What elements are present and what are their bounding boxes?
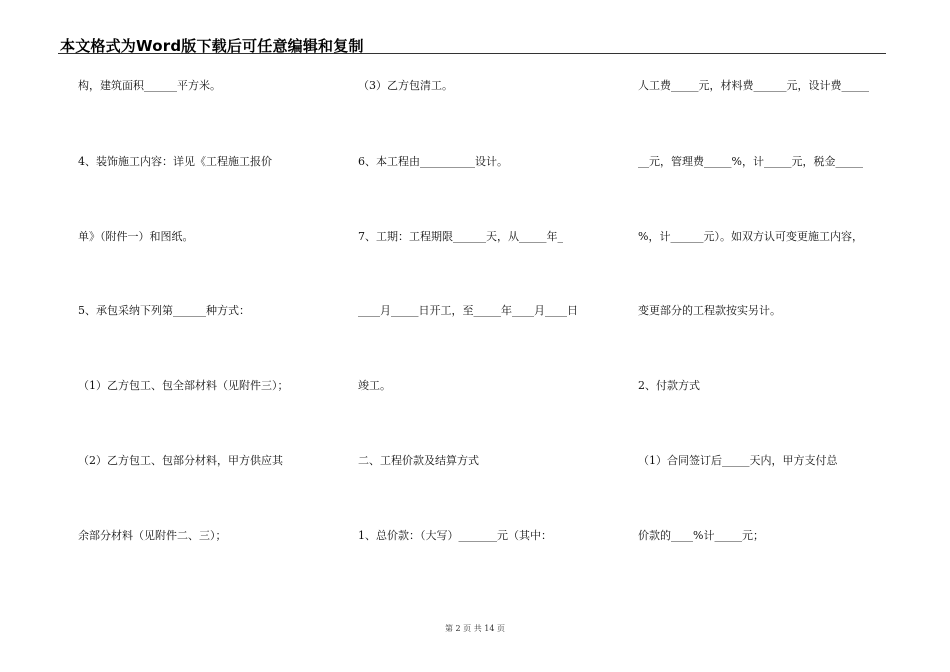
text-line: %，计______元）。如双方认可变更施工内容，	[638, 230, 863, 243]
text-line: 构，建筑面积______平方米。	[78, 79, 221, 92]
text-line: __元，管理费_____%，计_____元，税金_____	[638, 155, 863, 168]
text-line: 7、工期：工程期限______天，从_____年_	[358, 230, 563, 243]
text-line: 价款的____%计_____元；	[638, 529, 764, 542]
text-line: 4、装饰施工内容：详见《工程施工报价	[78, 155, 272, 168]
text-line: 人工费_____元，材料费______元，设计费_____	[638, 79, 869, 92]
page-number: 第 2 页 共 14 页	[445, 624, 505, 633]
text-line: 6、本工程由__________设计。	[358, 155, 508, 168]
text-line: 单》（附件一）和图纸。	[78, 230, 194, 243]
text-line: 5、承包采纳下列第______种方式：	[78, 304, 250, 317]
header-divider	[58, 53, 886, 54]
text-line: （1）合同签订后_____天内，甲方支付总	[638, 454, 838, 467]
document-header-title: 本文格式为Word版下载后可任意编辑和复制	[60, 37, 364, 55]
text-line: 1、总价款：（大写）_______元（其中：	[358, 529, 552, 542]
text-line: 变更部分的工程款按实另计。	[638, 304, 781, 317]
text-line: 二、工程价款及结算方式	[358, 454, 479, 467]
text-line: 竣工。	[358, 379, 391, 392]
text-line: （1）乙方包工、包全部材料（见附件三）；	[78, 379, 289, 392]
text-line: 2、付款方式	[638, 379, 700, 392]
text-line: 余部分材料（见附件二、三）；	[78, 529, 227, 542]
text-line: （3）乙方包清工。	[358, 79, 453, 92]
text-line: （2）乙方包工、包部分材料，甲方供应其	[78, 454, 283, 467]
text-line: ____月_____日开工，至_____年____月____日	[358, 304, 578, 317]
